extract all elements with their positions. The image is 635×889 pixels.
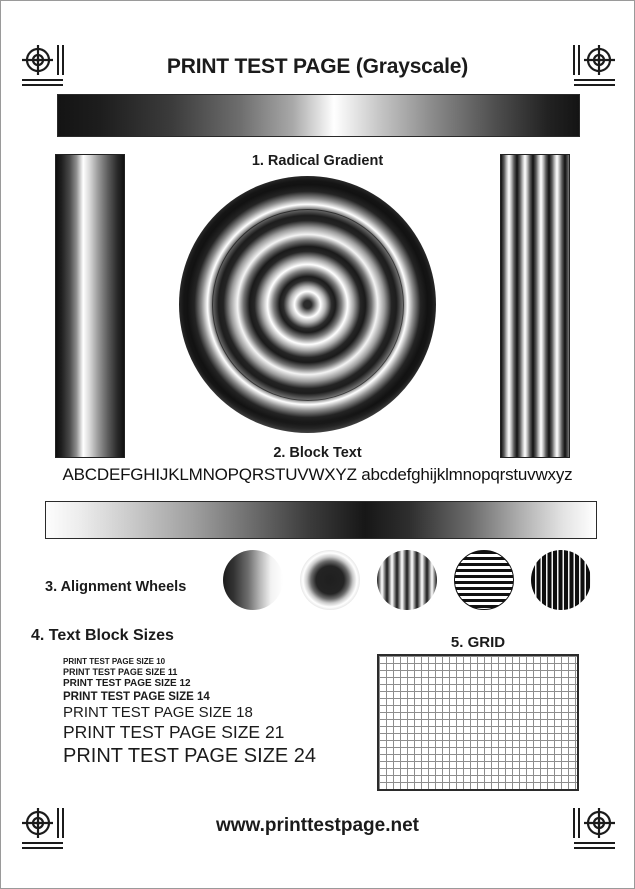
section-heading-block-text: 2. Block Text [273,445,362,461]
section-heading-text-block-sizes: 4. Text Block Sizes [31,627,174,644]
text-size-line-12: PRINT TEST PAGE SIZE 12 [63,677,191,689]
text-size-line-24: PRINT TEST PAGE SIZE 24 [63,744,317,767]
grayscale-band-top [57,94,580,137]
alignment-wheels-row [223,550,591,610]
footer-url: www.printtestpage.net [215,815,420,836]
radial-target-inner-ring [212,209,404,401]
alignment-wheel-vertical-stripes-fine [531,550,591,610]
section-heading-grid: 5. GRID [450,634,506,651]
radial-gradient-target [179,176,436,433]
alignment-wheel-horizontal-stripes [454,550,514,610]
text-block-sizes-list [63,657,316,768]
alignment-wheel-gradient-horizontal [223,550,283,610]
alignment-wheel-vertical-stripes-soft [377,550,437,610]
alignment-wheel-radial-dark-center [300,550,360,610]
radial-target-shading [179,176,436,433]
grayscale-band-bottom [45,501,597,539]
section-heading-radial-gradient: 1. Radical Gradient [251,153,384,169]
section-heading-alignment-wheels: 3. Alignment Wheels [45,579,187,595]
page-title: PRINT TEST PAGE (Grayscale) [166,55,469,78]
alphabet-sample-text: ABCDEFGHIJKLMNOPQRSTUVWXYZ abcdefghijklmnopqrstuvwxyz [62,465,573,484]
text-size-line-14: PRINT TEST PAGE SIZE 14 [63,690,210,703]
text-size-line-11: PRINT TEST PAGE SIZE 11 [63,666,178,677]
vertical-gradient-bar-left [55,154,125,458]
text-size-line-10: PRINT TEST PAGE SIZE 10 [63,657,166,666]
grid-test-box [377,654,579,791]
vertical-striped-bar-right [500,154,570,458]
text-size-line-18: PRINT TEST PAGE SIZE 18 [63,703,253,721]
text-size-line-21: PRINT TEST PAGE SIZE 21 [63,722,285,743]
